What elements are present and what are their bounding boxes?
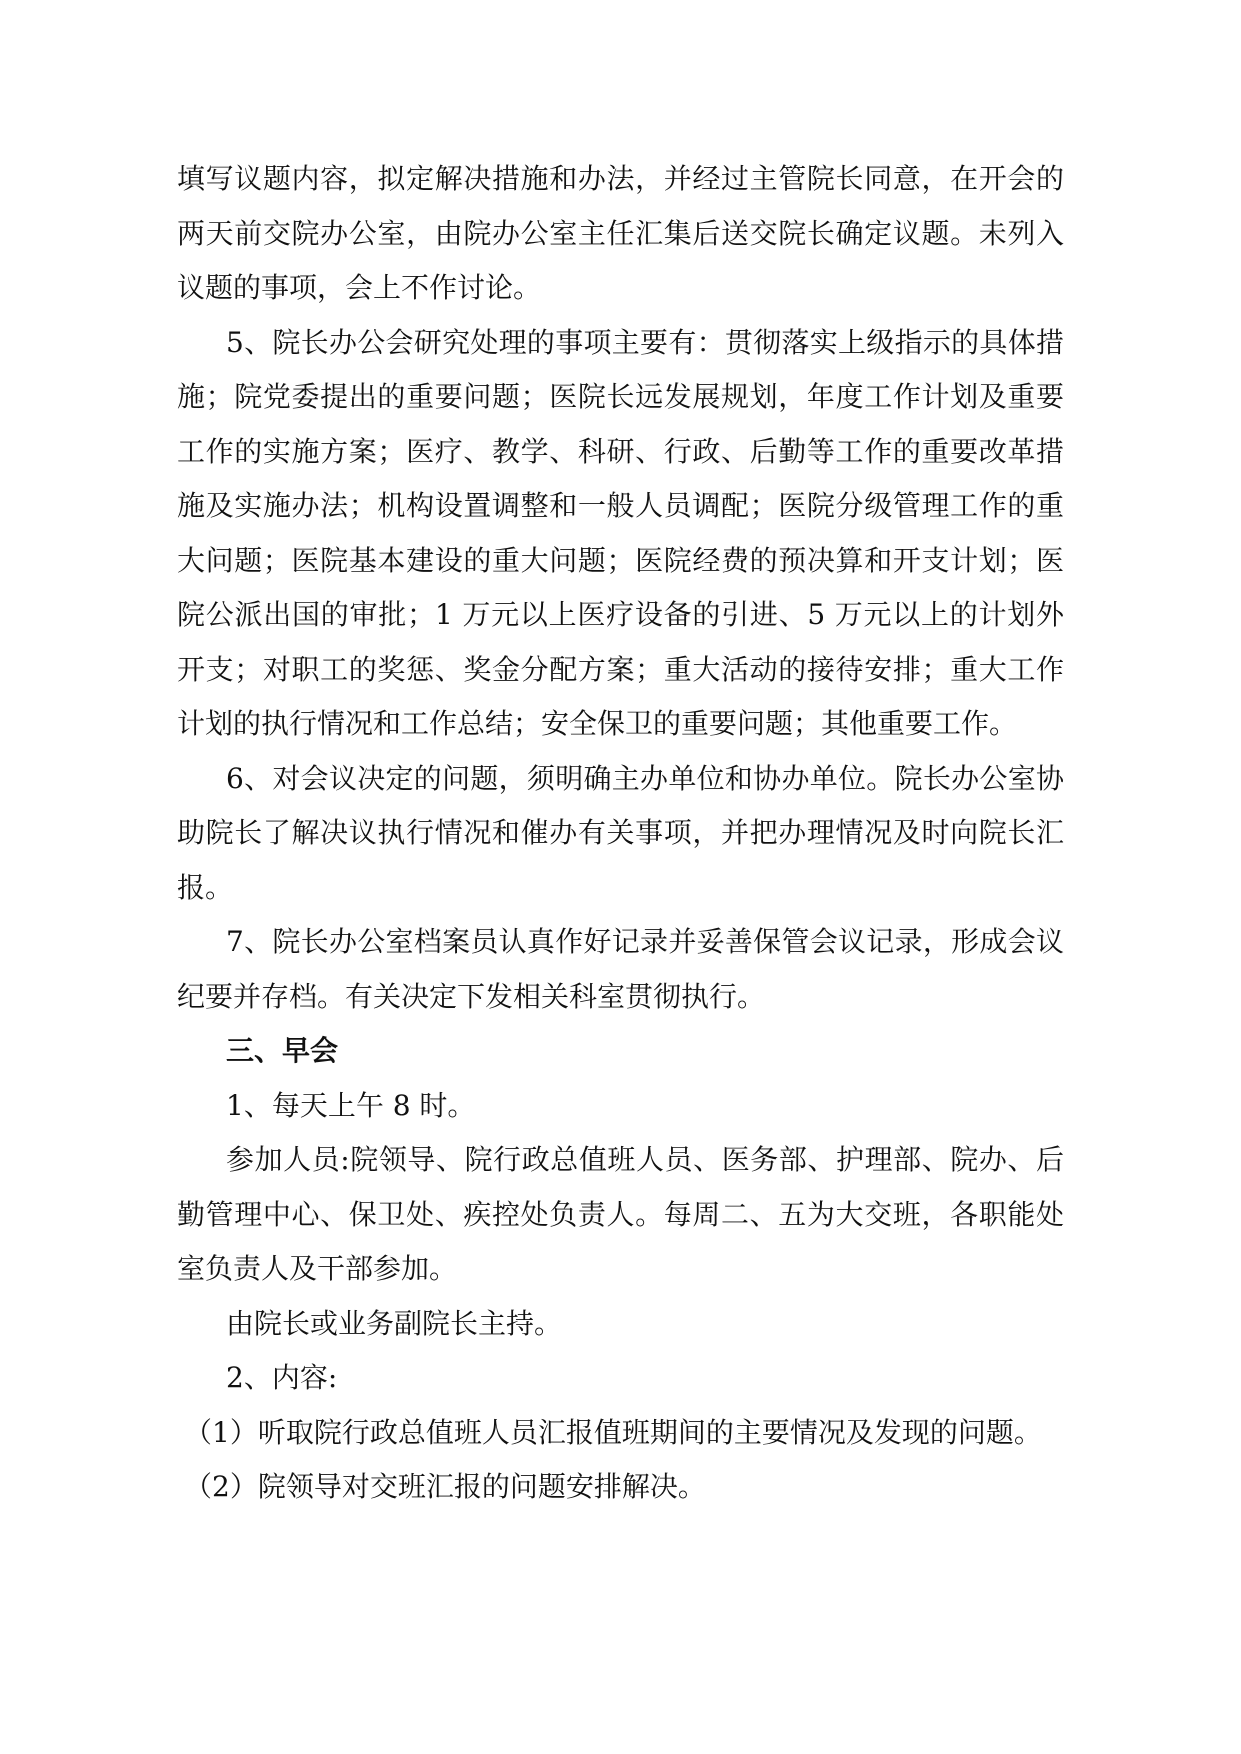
paragraph-continuation: 填写议题内容，拟定解决措施和办法，并经过主管院长同意，在开会的两天前交院办公室，由院办公室主任汇集后送交院长确定议题。未列入议题的事项，会上不作讨论。 [177, 162, 1064, 304]
list-item-1: （1）听取院行政总值班人员汇报值班期间的主要情况及发现的问题。 [184, 1415, 1042, 1449]
paragraph-item-6: 6、对会议决定的问题，须明确主办单位和协办单位。院长办公室协助院长了解决议执行情况和催办有关事项，并把办理情况及时向院长汇报。 [177, 761, 1064, 904]
list-item-2: （2）院领导对交班汇报的问题安排解决。 [184, 1470, 706, 1503]
paragraph-item-7: 7、院长办公室档案员认真作好记录并妥善保管会议记录，形成会议纪要并存档。有关决定下发相关科室贯彻执行。 [177, 925, 1064, 1013]
document-body [177, 152, 1064, 1515]
paragraph-participants: 参加人员:院领导、院行政总值班人员、医务部、护理部、院办、后勤管理中心、保卫处、疾控处负责人。每周二、五为大交班，各职能处室负责人及干部参加。 [177, 1143, 1064, 1285]
paragraph-item-5: 5、院长办公会研究处理的事项主要有：贯彻落实上级指示的具体措施；院党委提出的重要问题；医院长远发展规划，年度工作计划及重要工作的实施方案；医疗、教学、科研、行政、后勤等工作的重要改革措施及实施办法；机构设置调整和一般人员调配；医院分级管理工作的重大问题；医院基本建设的重大问题；医院经费的预决算和开支计划；医院公派出国的审批；1 万元以上医疗设备的引进、5 万元以上的计划外开支；对职工的奖惩、奖金分配方案；重大活动的接待安排；重大工作计划的执行情况和工作总结；安全保卫的重要问题；其他重要工作。 [177, 325, 1064, 740]
paragraph-content-label: 2、内容: [226, 1361, 338, 1394]
section-heading-morning-meeting: 三、早会 [226, 1034, 339, 1067]
paragraph-time: 1、每天上午 8 时。 [226, 1088, 476, 1122]
paragraph-host: 由院长或业务副院长主持。 [226, 1306, 563, 1340]
